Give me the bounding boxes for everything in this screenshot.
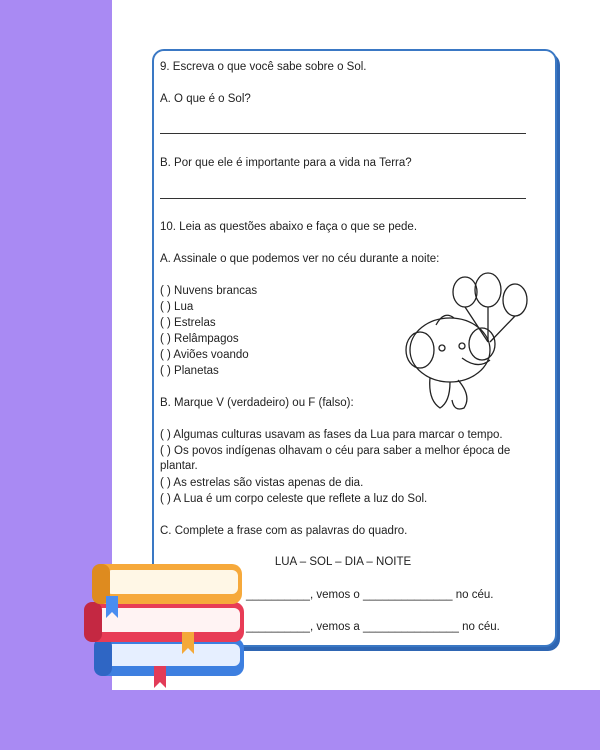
true-false-item[interactable]: ( ) Algumas culturas usavam as fases da Lua para marcar o tempo. [160, 429, 503, 441]
answer-line-9a[interactable] [160, 133, 526, 134]
true-false-item[interactable]: ( ) A Lua é um corpo celeste que reflete a luz do Sol. [160, 493, 428, 505]
question-9a: A. O que é o Sol? [160, 93, 251, 105]
question-9-title: 9. Escreva o que você sabe sobre o Sol. [160, 61, 367, 73]
books-stack-illustration [76, 556, 256, 696]
option-item[interactable]: ( ) Planetas [160, 365, 219, 377]
question-9b: B. Por que ele é importante para a vida na Terra? [160, 157, 412, 169]
question-10-title: 10. Leia as questões abaixo e faça o que se pede. [160, 221, 418, 233]
background-bottom-band [0, 690, 600, 750]
true-false-item[interactable]: ( ) Os povos indígenas olhavam o céu para saber a melhor época de plantar. [160, 445, 511, 472]
question-10b-prompt: B. Marque V (verdadeiro) ou F (falso): [160, 397, 354, 409]
word-box: LUA – SOL – DIA – NOITE [274, 556, 412, 568]
elephant-balloons-illustration [400, 270, 530, 420]
true-false-item[interactable]: ( ) As estrelas são vistas apenas de dia. [160, 477, 364, 489]
option-item[interactable]: ( ) Estrelas [160, 317, 216, 329]
answer-line-9b[interactable] [160, 198, 526, 199]
option-item[interactable]: ( ) Lua [160, 301, 194, 313]
fill-sentence-1[interactable]: __________, vemos o ______________ no céu. [246, 589, 494, 601]
option-item[interactable]: ( ) Relâmpagos [160, 333, 239, 345]
question-10a-prompt: A. Assinale o que podemos ver no céu durante a noite: [160, 253, 440, 265]
option-item[interactable]: ( ) Aviões voando [160, 349, 249, 361]
question-10c-prompt: C. Complete a frase com as palavras do quadro. [160, 525, 408, 537]
option-item[interactable]: ( ) Nuvens brancas [160, 285, 258, 297]
fill-sentence-2[interactable]: __________, vemos a _______________ no céu. [246, 621, 500, 633]
